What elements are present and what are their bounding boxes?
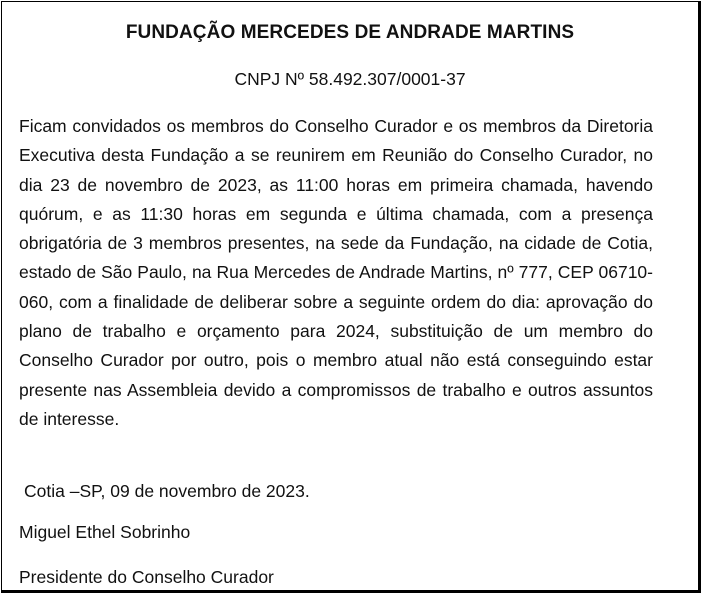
place-date: Cotia –SP, 09 de novembro de 2023. (24, 481, 310, 501)
signer-role: Presidente do Conselho Curador (19, 567, 274, 587)
document-title: FUNDAÇÃO MERCEDES DE ANDRADE MARTINS (125, 22, 575, 43)
signer-name: Miguel Ethel Sobrinho (19, 522, 191, 542)
cnpj-number: CNPJ Nº 58.492.307/0001-37 (234, 69, 466, 89)
invitation-body: Ficam convidados os membros do Conselho Curador e os membros da Diretoria Executiva desta Fundação a se reunirem em Reunião do Conselho Curador, no dia 23 de novembro de 2023, as 11:00 horas em primeira chamada, havendo quórum, e as 11:30 horas em segunda e última chamada, com a presença obrigatória de 3 membros presentes, na sede da Fundação, na cidade de Cotia, estado de São Paulo, na Rua Mercedes de Andrade Martins, nº 777, CEP 06710-060, com a finalidade de deliberar sobre a seguinte ordem do dia: aprovação do plano de trabalho e orçamento para 2024, substituição de um membro do Conselho Curador por outro, pois o membro atual não está conseguindo estar presente nas Assembleia devido a compromissos de trabalho e outros assuntos de interesse. (19, 116, 653, 429)
document-frame (1, 1, 701, 593)
